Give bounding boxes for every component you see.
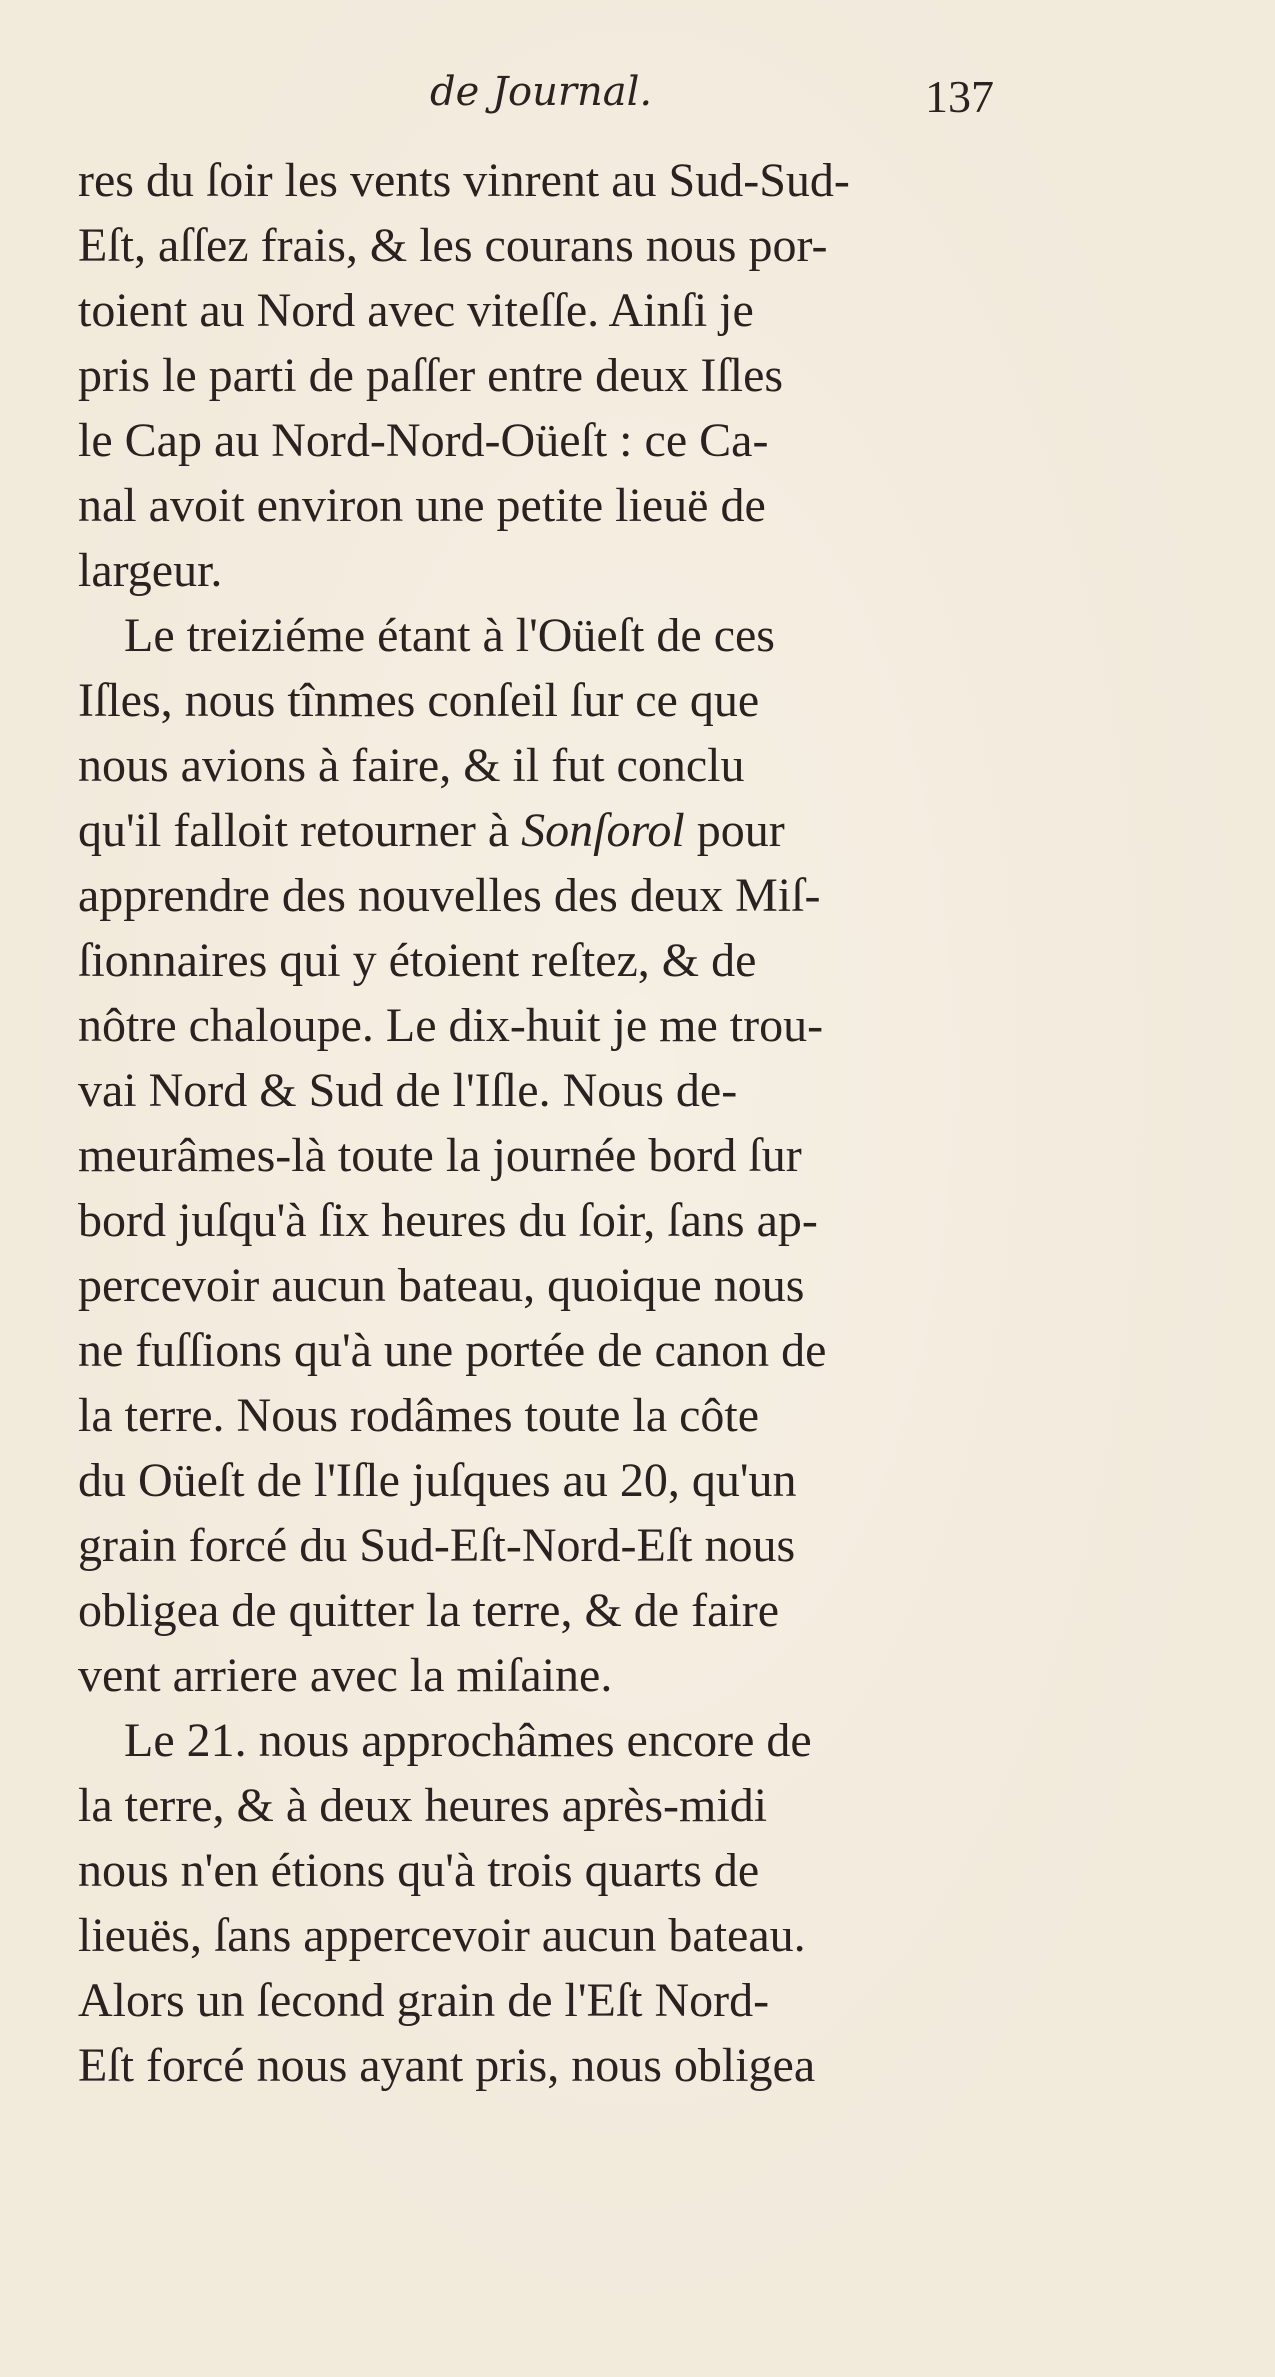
- text-line-paragraph-start: Le treiziéme étant à l'Oüeſt de ces: [124, 609, 775, 662]
- text-line: res du ſoir les vents vinrent au Sud-Sud-: [78, 154, 850, 207]
- text-line: bord juſqu'à ſix heures du ſoir, ſans ap-: [78, 1194, 818, 1247]
- body-text: [78, 148, 1048, 2098]
- text-line: Eſt, aſſez frais, & les courans nous por-: [78, 219, 828, 272]
- text-line: meurâmes-là toute la journée bord ſur: [78, 1129, 802, 1182]
- text-line-paragraph-start: Le 21. nous approchâmes encore de: [124, 1714, 812, 1767]
- text-segment: qu'il falloit retourner à: [78, 804, 522, 857]
- text-line: lieuës, ſans appercevoir aucun bateau.: [78, 1909, 806, 1962]
- text-line: obligea de quitter la terre, & de faire: [78, 1584, 779, 1637]
- text-line: toient au Nord avec viteſſe. Ainſi je: [78, 284, 754, 337]
- text-line: apprendre des nouvelles des deux Miſ-: [78, 869, 821, 922]
- page-number: 137: [925, 71, 994, 122]
- text-line: Iſles, nous tînmes conſeil ſur ce que: [78, 674, 760, 727]
- text-line: nôtre chaloupe. Le dix-huit je me trou-: [78, 999, 824, 1052]
- text-line: grain forcé du Sud-Eſt-Nord-Eſt nous: [78, 1519, 796, 1572]
- text-line: vent arriere avec la miſaine.: [78, 1649, 613, 1702]
- text-line: vai Nord & Sud de l'Iſle. Nous de-: [78, 1064, 738, 1117]
- text-line: [78, 798, 1048, 863]
- text-line: ne fuſſions qu'à une portée de canon de: [78, 1324, 827, 1377]
- text-line: nous avions à faire, & il fut conclu: [78, 739, 745, 792]
- text-line: du Oüeſt de l'Iſle juſques au 20, qu'un: [78, 1454, 797, 1507]
- text-line: largeur.: [78, 544, 223, 597]
- place-name-sonsorol: Sonſorol: [521, 804, 685, 857]
- text-line: Alors un ſecond grain de l'Eſt Nord-: [78, 1974, 770, 2027]
- text-line: le Cap au Nord-Nord-Oüeſt : ce Ca-: [78, 414, 769, 467]
- text-segment: pour: [684, 804, 785, 857]
- text-line: la terre, & à deux heures après-midi: [78, 1779, 768, 1832]
- page-header: [0, 69, 1275, 132]
- text-line: nal avoit environ une petite lieuë de: [78, 479, 766, 532]
- text-line: ſionnaires qui y étoient reſtez, & de: [78, 934, 757, 987]
- text-line: Eſt forcé nous ayant pris, nous obligea: [78, 2039, 816, 2092]
- text-line: percevoir aucun bateau, quoique nous: [78, 1259, 805, 1312]
- running-head: de Journal.: [430, 69, 653, 115]
- text-line: nous n'en étions qu'à trois quarts de: [78, 1844, 760, 1897]
- text-line: la terre. Nous rodâmes toute la côte: [78, 1389, 760, 1442]
- text-line: pris le parti de paſſer entre deux Iſles: [78, 349, 784, 402]
